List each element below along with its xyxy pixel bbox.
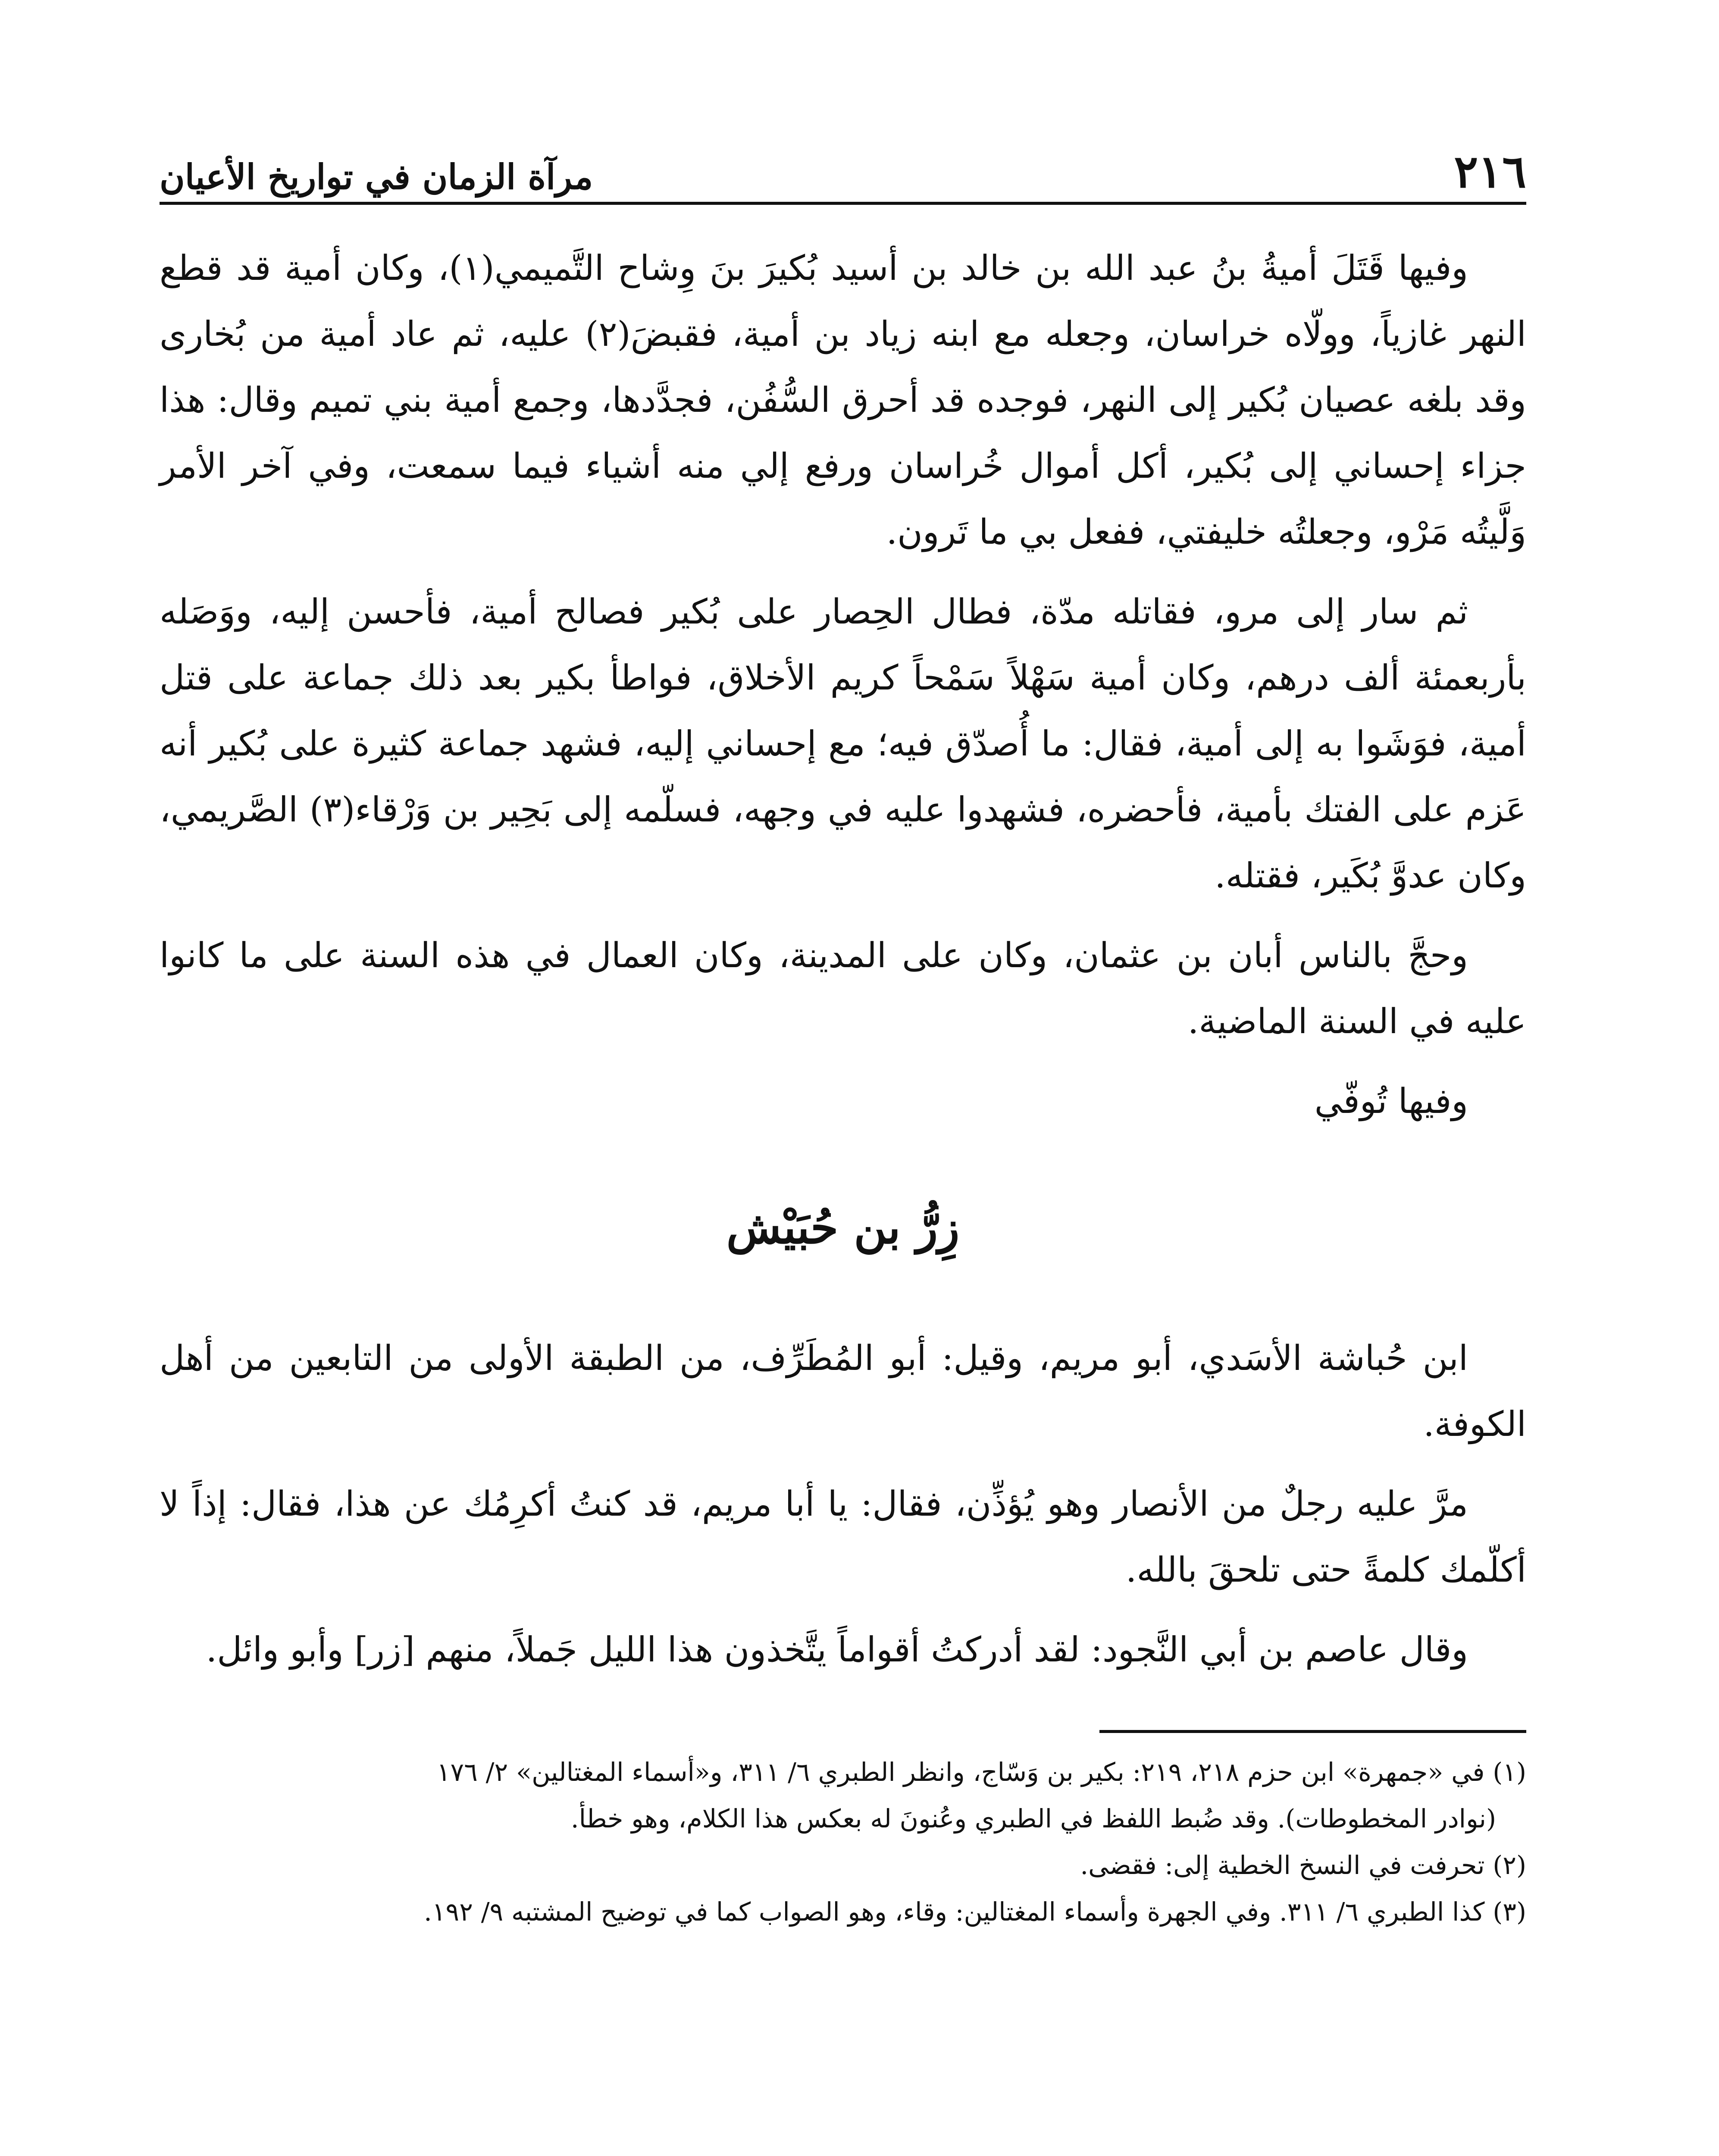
page-number: ٢١٦ (1454, 145, 1526, 198)
paragraph: وحجَّ بالناس أبان بن عثمان، وكان على المدينة، وكان العمال في هذه السنة على ما كانوا عليه في السنة الماضية. (160, 935, 1526, 1041)
death-intro: وفيها تُوفّي (1314, 1081, 1468, 1121)
paragraph: وفيها قَتَلَ أميةُ بنُ عبد الله بن خالد بن أسيد بُكيرَ بنَ وِشاح التَّميمي(١)، وكان أمية قد قطع النهر غازياً، وولّاه خراسان، وجعله مع ابنه زياد بن أمية، فقبضَ(٢) عليه، ثم عاد أمية من بُخارى وقد بلغه عصيان بُكير إلى النهر، فوجده قد أحرق السُّفُن، فجدَّدها، وجمع أمية بني تميم وقال: هذا جزاء إحساني إلى بُكير، أكل أموال خُراسان ورفع إلي منه أشياء فيما سمعت، وفي آخر الأمر وَلَّيتُه مَرْو، وجعلتُه خليفتي، ففعل بي ما تَرون. (160, 248, 1526, 552)
footnote-divider (1099, 1730, 1526, 1733)
footnotes (160, 1750, 1526, 1934)
paragraph: ابن حُباشة الأسَدي، أبو مريم، وقيل: أبو المُطَرِّف، من الطبقة الأولى من التابعين من أهل الكوفة. (160, 1338, 1526, 1444)
footnote-1: (١) في «جمهرة» ابن حزم ٢١٨، ٢١٩: بكير بن وَسّاج، وانظر الطبري ٦/ ٣١١، و«أسماء المغتالين» ٢/ ١٧٦ (436, 1757, 1526, 1787)
paragraph: ثم سار إلى مرو، فقاتله مدّة، فطال الحِصار على بُكير فصالح أمية، فأحسن إليه، ووَصَله بأربعمئة ألف درهم، وكان أمية سَهْلاً سَمْحاً كريم الأخلاق، فواطأ بكير بعد ذلك جماعة على قتل أمية، فوَشَوا به إلى أمية، فقال: ما أُصدّق فيه؛ مع إحساني إليه، فشهد جماعة كثيرة على بُكير أنه عَزم على الفتك بأمية، فأحضره، فشهدوا عليه في وجهه، فسلّمه إلى بَحِير بن وَرْقاء(٣) الصَّريمي، وكان عدوَّ بُكَير، فقتله. (160, 592, 1526, 896)
biography-heading: زِرُّ بن حُبَيْش (726, 1201, 960, 1254)
footnote-1-continued: (نوادر المخطوطات). وقد ضُبط اللفظ في الطبري وعُنونَ له بعكس هذا الكلام، وهو خطأ. (570, 1804, 1496, 1833)
footnote-3: (٣) كذا الطبري ٦/ ٣١١. وفي الجهرة وأسماء المغتالين: وقاء، وهو الصواب كما في توضيح المشتبه ٩/ ١٩٢. (424, 1897, 1526, 1927)
main-text (160, 235, 1526, 1683)
running-header (160, 129, 1526, 205)
book-page (160, 129, 1526, 2156)
book-title: مرآة الزمان في تواريخ الأعيان (160, 157, 593, 197)
footnote-2: (٢) تحرفت في النسخ الخطية إلى: فقضى. (1080, 1850, 1526, 1880)
paragraph: وقال عاصم بن أبي النَّجود: لقد أدركتُ أقواماً يتَّخذون هذا الليل جَملاً، منهم [زر] وأبو وائل. (206, 1630, 1468, 1670)
paragraph: مرَّ عليه رجلٌ من الأنصار وهو يُؤذِّن، فقال: يا أبا مريم، قد كنتُ أكرِمُك عن هذا، فقال: إذاً لا أكلّمك كلمةً حتى تلحقَ بالله. (160, 1484, 1526, 1590)
